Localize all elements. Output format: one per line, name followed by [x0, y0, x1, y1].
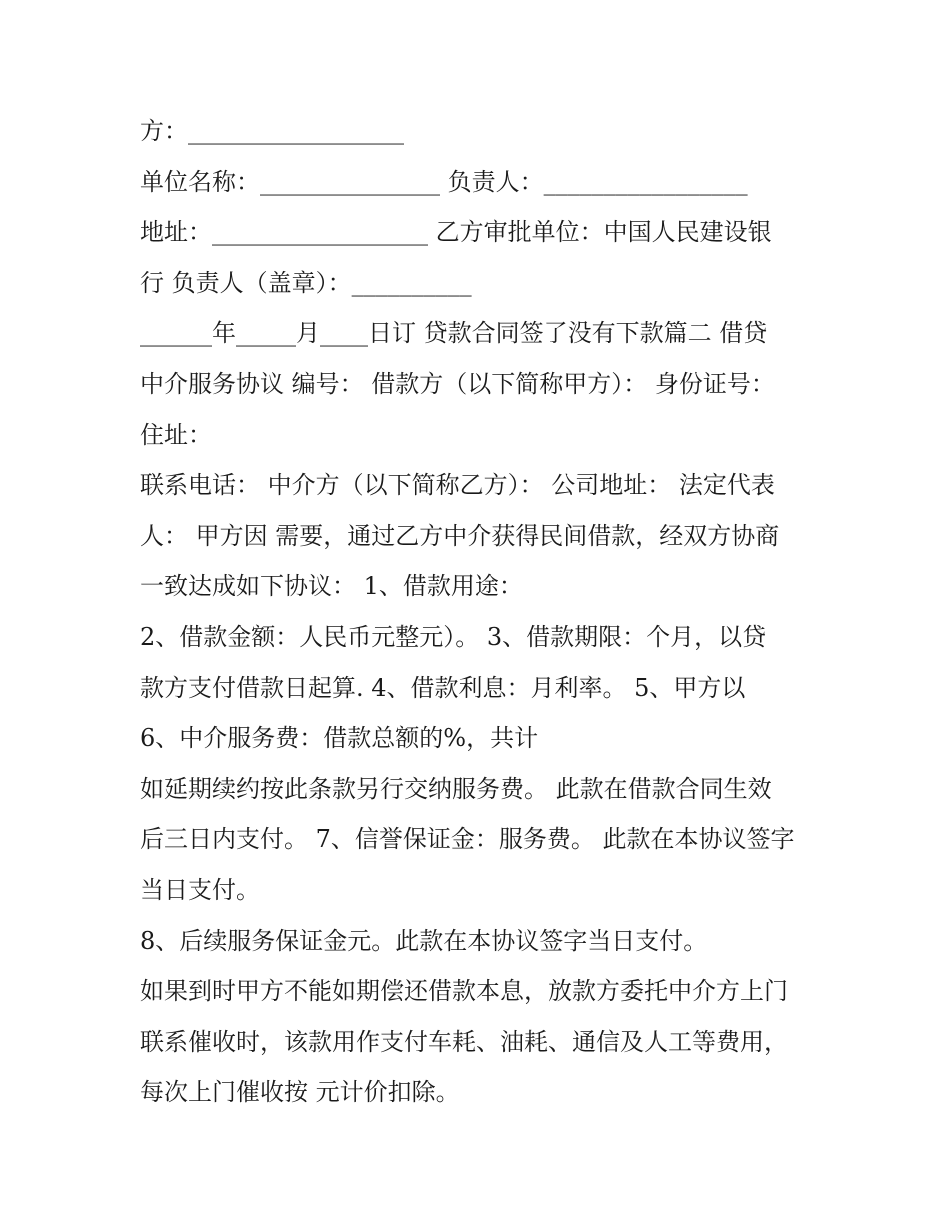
text-line-2: 单位名称：_______________ 负责人：_________________	[140, 167, 748, 196]
text-line-19: 联系催收时，该款用作支付车耗、油耗、通信及人工等费用，	[140, 1027, 788, 1056]
text-line-4: 行 负责人（盖章）：__________	[140, 268, 472, 297]
text-line-12: 款方支付借款日起算. 4、借款利息：月利率。 5、甲方以	[140, 673, 746, 702]
text-line-17: 8、后续服务保证金元。此款在本协议签字当日支付。	[140, 926, 708, 955]
text-line-7: 住址：	[140, 420, 212, 449]
text-line-16: 当日支付。	[140, 875, 260, 904]
text-line-18: 如果到时甲方不能如期偿还借款本息，放款方委托中介方上门	[140, 977, 788, 1006]
text-line-11: 2、借款金额：人民币元整元）。 3、借款期限：个月，以贷	[140, 622, 767, 651]
text-line-14: 如延期续约按此条款另行交纳服务费。 此款在借款合同生效	[140, 774, 772, 803]
text-line-1: 方：__________________	[140, 117, 404, 145]
text-line-3: 地址：__________________ 乙方审批单位：中国人民建设银	[140, 218, 772, 247]
text-line-8: 联系电话： 中介方（以下简称乙方）： 公司地址： 法定代表	[140, 471, 775, 500]
text-line-20: 每次上门催收按 元计价扣除。	[140, 1078, 460, 1107]
text-line-5: ______年_____月____日订 贷款合同签了没有下款篇二 借贷	[140, 319, 768, 348]
text-line-6: 中介服务协议 编号： 借款方（以下简称甲方）： 身份证号：	[140, 369, 775, 398]
text-line-15: 后三日内支付。 7、信誉保证金：服务费。 此款在本协议签字	[140, 825, 795, 854]
document-body	[140, 106, 820, 1118]
text-line-13: 6、中介服务费：借款总额的%，共计	[140, 724, 539, 753]
text-line-9: 人： 甲方因 需要，通过乙方中介获得民间借款，经双方协商	[140, 521, 780, 550]
text-line-10: 一致达成如下协议： 1、借款用途：	[140, 572, 523, 601]
